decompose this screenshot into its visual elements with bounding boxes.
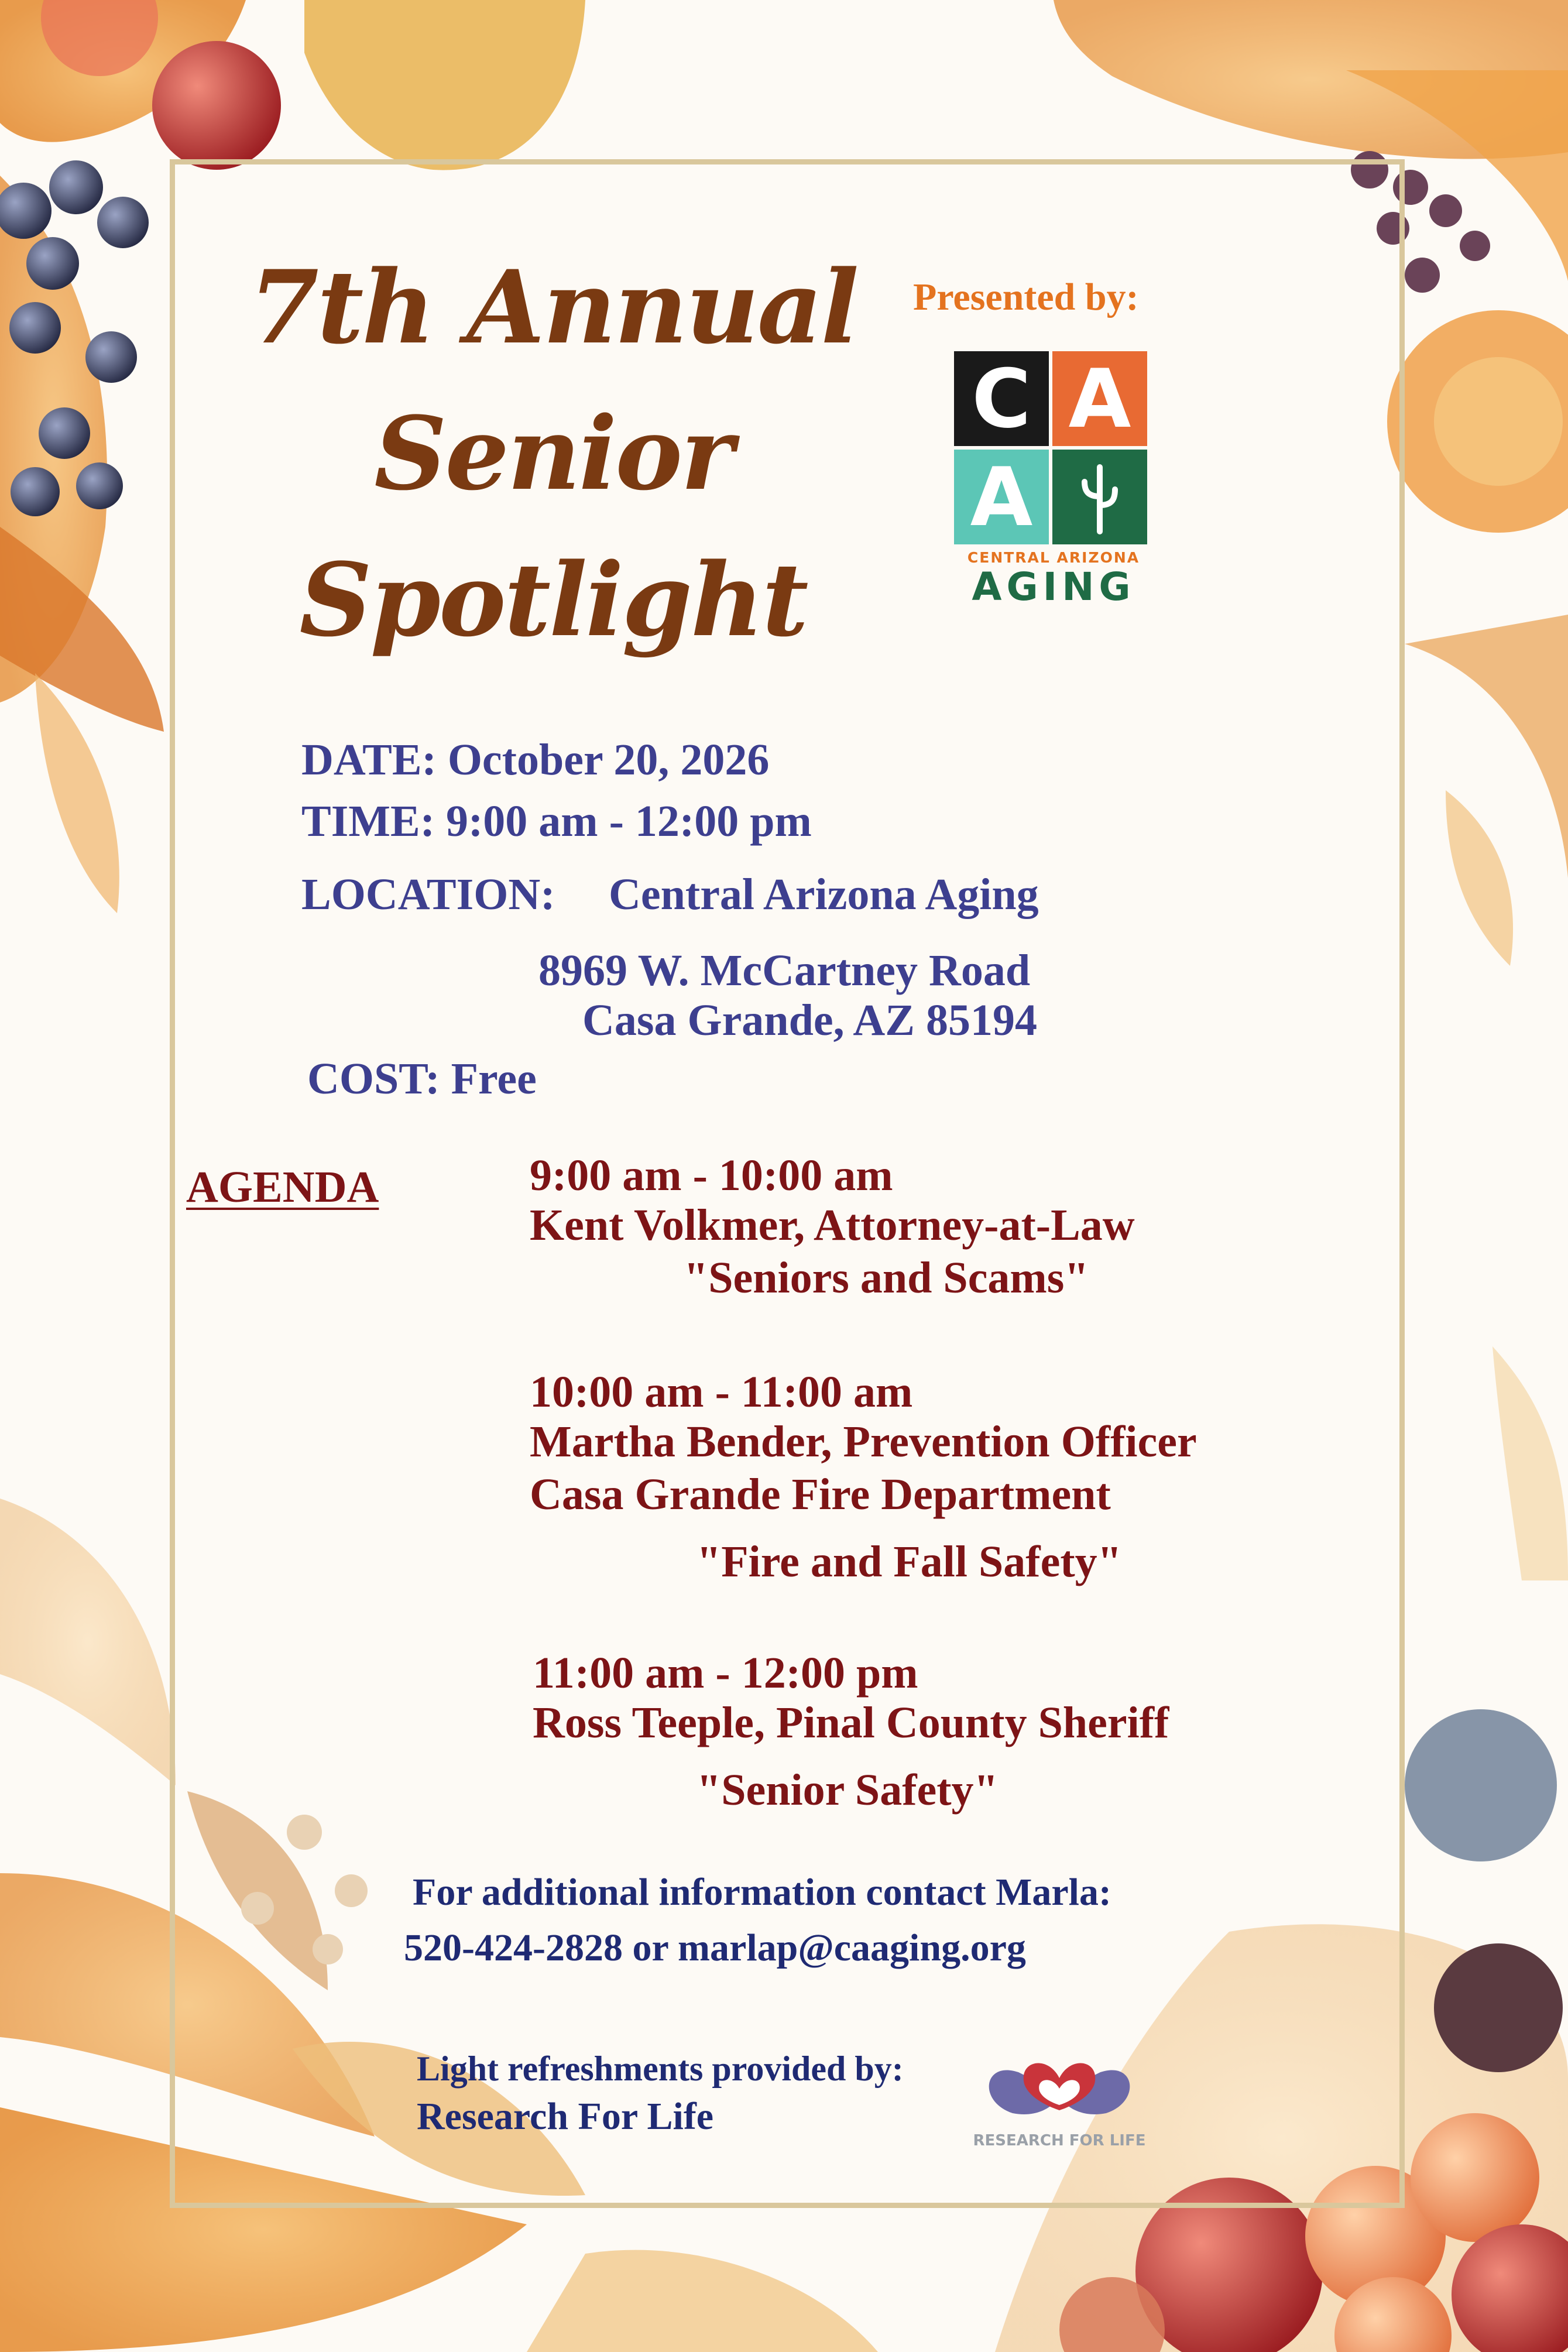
logo-letter-c: C [972,351,1031,446]
session-2-topic: "Fire and Fall Safety" [696,1537,1122,1586]
contact-line-2: 520-424-2828 or marlap@caaging.org [404,1926,1026,1969]
event-location-name: Central Arizona Aging [609,870,1039,919]
research-for-life-logo-text: RESEARCH FOR LIFE [973,2132,1146,2149]
logo-cell-teal [954,450,1049,544]
central-arizona-aging-logo [954,351,1153,609]
session-1-speaker: Kent Volkmer, Attorney-at-Law [530,1201,1135,1250]
logo-cell-orange [1052,351,1147,446]
agenda-heading: AGENDA [186,1163,379,1212]
session-3-time: 11:00 am - 12:00 pm [533,1648,918,1698]
session-3-speaker: Ross Teeple, Pinal County Sheriff [533,1698,1169,1747]
title-line-2: Senior [374,394,732,513]
session-1-topic: "Seniors and Scams" [684,1253,1089,1302]
contact-line-1: For additional information contact Marla: [413,1871,1111,1914]
event-cost: COST: Free [307,1054,537,1103]
session-3-topic: "Senior Safety" [696,1765,999,1815]
heart-hands-icon [942,2037,1176,2131]
session-2-speaker: Martha Bender, Prevention Officer [530,1417,1197,1466]
event-date: DATE: October 20, 2026 [301,735,770,784]
title-line-1: 7th Annual [249,248,857,366]
research-for-life-logo [942,2037,1176,2154]
logo-letter-a: A [1068,351,1131,446]
event-address-line-2: Casa Grande, AZ 85194 [582,996,1037,1045]
session-1-time: 9:00 am - 10:00 am [530,1151,893,1200]
logo-letter-a-2: A [970,450,1033,544]
event-address-line-1: 8969 W. McCartney Road [538,946,1031,995]
session-2-org: Casa Grande Fire Department [530,1470,1111,1519]
presented-by-label: Presented by: [913,276,1139,318]
cactus-icon [1052,450,1147,544]
event-time: TIME: 9:00 am - 12:00 pm [301,797,812,846]
refreshments-sponsor: Research For Life [417,2095,714,2138]
refreshments-label: Light refreshments provided by: [417,2049,904,2088]
logo-cell-black [954,351,1049,446]
title-line-3: Spotlight [299,540,807,659]
event-location-label: LOCATION: [301,870,555,919]
session-2-time: 10:00 am - 11:00 am [530,1367,913,1417]
event-title [246,234,860,673]
logo-cell-green [1052,450,1147,544]
logo-title: AGING [972,564,1135,609]
logo-subtitle: CENTRAL ARIZONA [967,549,1140,566]
